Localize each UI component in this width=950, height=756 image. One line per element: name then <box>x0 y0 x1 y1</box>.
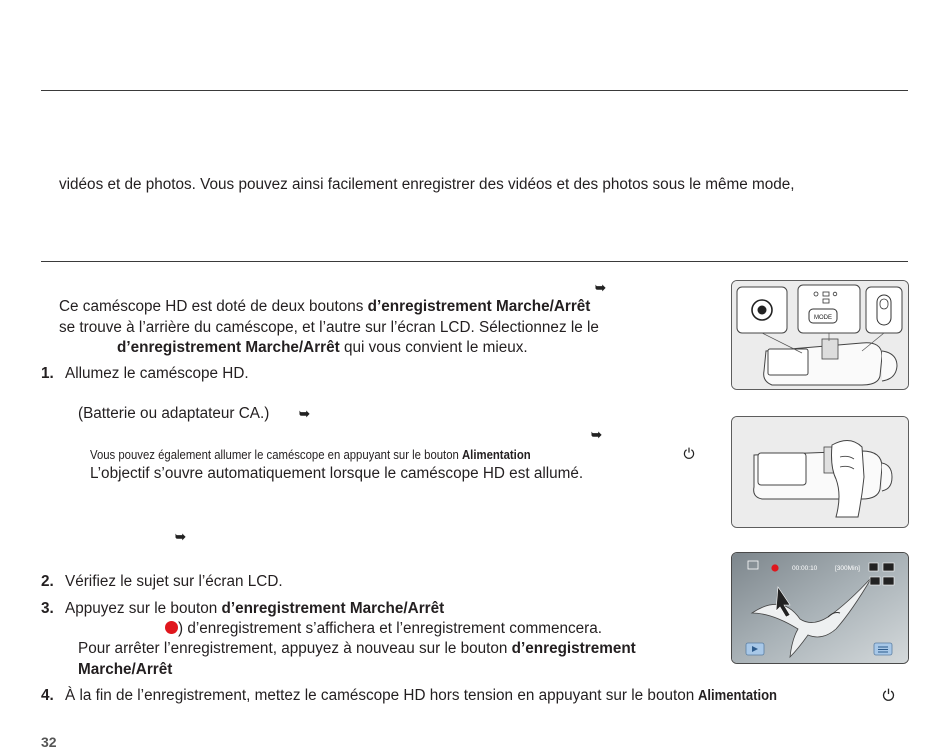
step-4-text <box>65 686 786 706</box>
page-number: 32 <box>41 734 57 750</box>
power-icon <box>683 447 695 459</box>
arrow-icon: ➥ <box>299 406 310 421</box>
step-2-number: 2. <box>41 573 54 590</box>
step-4-number: 4. <box>41 687 54 704</box>
para-bold: d’enregistrement Marche/Arrêt <box>117 339 340 356</box>
step-3-number: 3. <box>41 600 54 617</box>
step-1-note-2: L’objectif s’ouvre automatiquement lorsque le caméscope HD est allumé. <box>90 465 584 482</box>
mode-button-label: MODE <box>814 315 832 321</box>
lcd-remaining: [300Min] <box>835 565 860 572</box>
step-3-l3-bold: d’enregistrement <box>511 640 636 657</box>
step-1-text: Allumez le caméscope HD. <box>65 365 249 382</box>
arrow-icon: ➥ <box>175 529 186 544</box>
figure-lcd-screen <box>731 552 909 664</box>
para-line-2: se trouve à l’arrière du caméscope, et l’autre sur l’écran LCD. Sélectionnez le le <box>59 319 599 336</box>
arrow-icon: ➥ <box>595 280 606 295</box>
para-line-1 <box>59 297 590 316</box>
record-dot-icon <box>165 621 178 634</box>
intro-text: vidéos et de photos. Vous pouvez ainsi facilement enregistrer des vidéos et des photos sous le même mode, <box>59 176 795 193</box>
para-bold: d’enregistrement Marche/Arrêt <box>367 298 591 315</box>
para-text: qui vous convient le mieux. <box>339 339 528 356</box>
para-line-3 <box>117 338 528 357</box>
step-3-line-2 <box>165 619 602 638</box>
step-1-number: 1. <box>41 365 54 382</box>
lcd-screen-illustration <box>732 553 908 663</box>
step-1-sub: (Batterie ou adaptateur CA.) <box>78 405 270 422</box>
para-text: Ce caméscope HD est doté de deux boutons <box>59 298 368 315</box>
step-2-text: Vérifiez le sujet sur l’écran LCD. <box>65 573 283 590</box>
note-text <box>90 445 531 464</box>
camcorder-buttons-illustration <box>732 281 908 389</box>
note-pre: Vous pouvez également allumer le caméscope en appuyant sur le bouton <box>90 447 462 462</box>
figure-hand-camcorder <box>731 416 909 528</box>
step-3-bold: d’enregistrement Marche/Arrêt <box>221 600 445 617</box>
step-3-text <box>65 599 444 618</box>
step-3-pre: Appuyez sur le bouton <box>65 600 222 617</box>
step-3-line-3 <box>78 639 636 658</box>
note-bold: Alimentation <box>461 447 531 462</box>
arrow-icon: ➥ <box>591 427 602 442</box>
lcd-time: 00:00:10 <box>792 565 818 572</box>
figure-camcorder-buttons <box>731 280 909 390</box>
hand-camcorder-illustration <box>732 417 908 527</box>
power-icon <box>882 688 895 701</box>
step-4-pre: À la fin de l’enregistrement, mettez le caméscope HD hors tension en appuyant sur le bouton <box>65 687 699 704</box>
step-1-note <box>90 445 602 464</box>
step-3-l2-text: ) d’enregistrement s’affichera et l’enregistrement commencera. <box>178 620 602 637</box>
step-3-line-4: Marche/Arrêt <box>78 661 173 678</box>
top-rule <box>41 90 908 91</box>
step-3-l3-pre: Pour arrêter l’enregistrement, appuyez à nouveau sur le bouton <box>78 640 512 657</box>
section-rule <box>41 261 908 262</box>
step-4-bold: Alimentation <box>698 688 778 704</box>
